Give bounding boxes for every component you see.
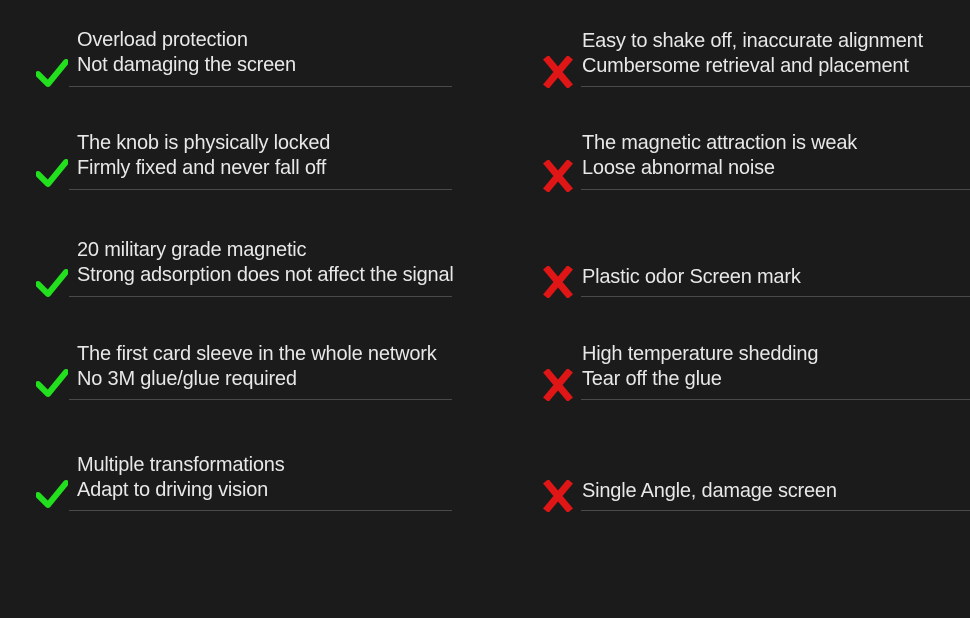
divider [69, 399, 452, 400]
check-icon [36, 58, 68, 88]
disadvantage-line-1: Plastic odor Screen mark [582, 266, 801, 288]
disadvantage-line-1: Easy to shake off, inaccurate alignment [582, 30, 923, 52]
check-icon [36, 268, 68, 298]
divider [581, 399, 970, 400]
disadvantage-line-1: High temperature shedding [582, 343, 819, 365]
advantage-line-2: Not damaging the screen [77, 54, 296, 76]
divider [69, 296, 452, 297]
cross-icon [543, 480, 573, 512]
divider [581, 510, 970, 511]
advantage-line-1: Multiple transformations [77, 454, 285, 476]
divider [69, 86, 452, 87]
advantage-line-2: Adapt to driving vision [77, 479, 269, 501]
divider [69, 189, 452, 190]
check-icon [36, 158, 68, 188]
divider [581, 296, 970, 297]
advantage-line-2: No 3M glue/glue required [77, 368, 297, 390]
cross-icon [543, 266, 573, 298]
cross-icon [543, 56, 573, 88]
disadvantage-line-2: Cumbersome retrieval and placement [582, 55, 909, 77]
divider [581, 189, 970, 190]
cross-icon [543, 369, 573, 401]
advantage-line-1: Overload protection [77, 29, 248, 51]
divider [581, 86, 970, 87]
advantage-line-1: The first card sleeve in the whole network [77, 343, 437, 365]
advantage-line-1: The knob is physically locked [77, 132, 331, 154]
check-icon [36, 368, 68, 398]
divider [69, 510, 452, 511]
disadvantage-line-2: Loose abnormal noise [582, 157, 775, 179]
advantage-line-1: 20 military grade magnetic [77, 239, 307, 261]
advantage-line-2: Strong adsorption does not affect the signal [77, 264, 454, 286]
check-icon [36, 479, 68, 509]
disadvantage-line-1: Single Angle, damage screen [582, 480, 837, 502]
cross-icon [543, 160, 573, 192]
disadvantage-line-1: The magnetic attraction is weak [582, 132, 858, 154]
advantage-line-2: Firmly fixed and never fall off [77, 157, 327, 179]
disadvantage-line-2: Tear off the glue [582, 368, 722, 390]
